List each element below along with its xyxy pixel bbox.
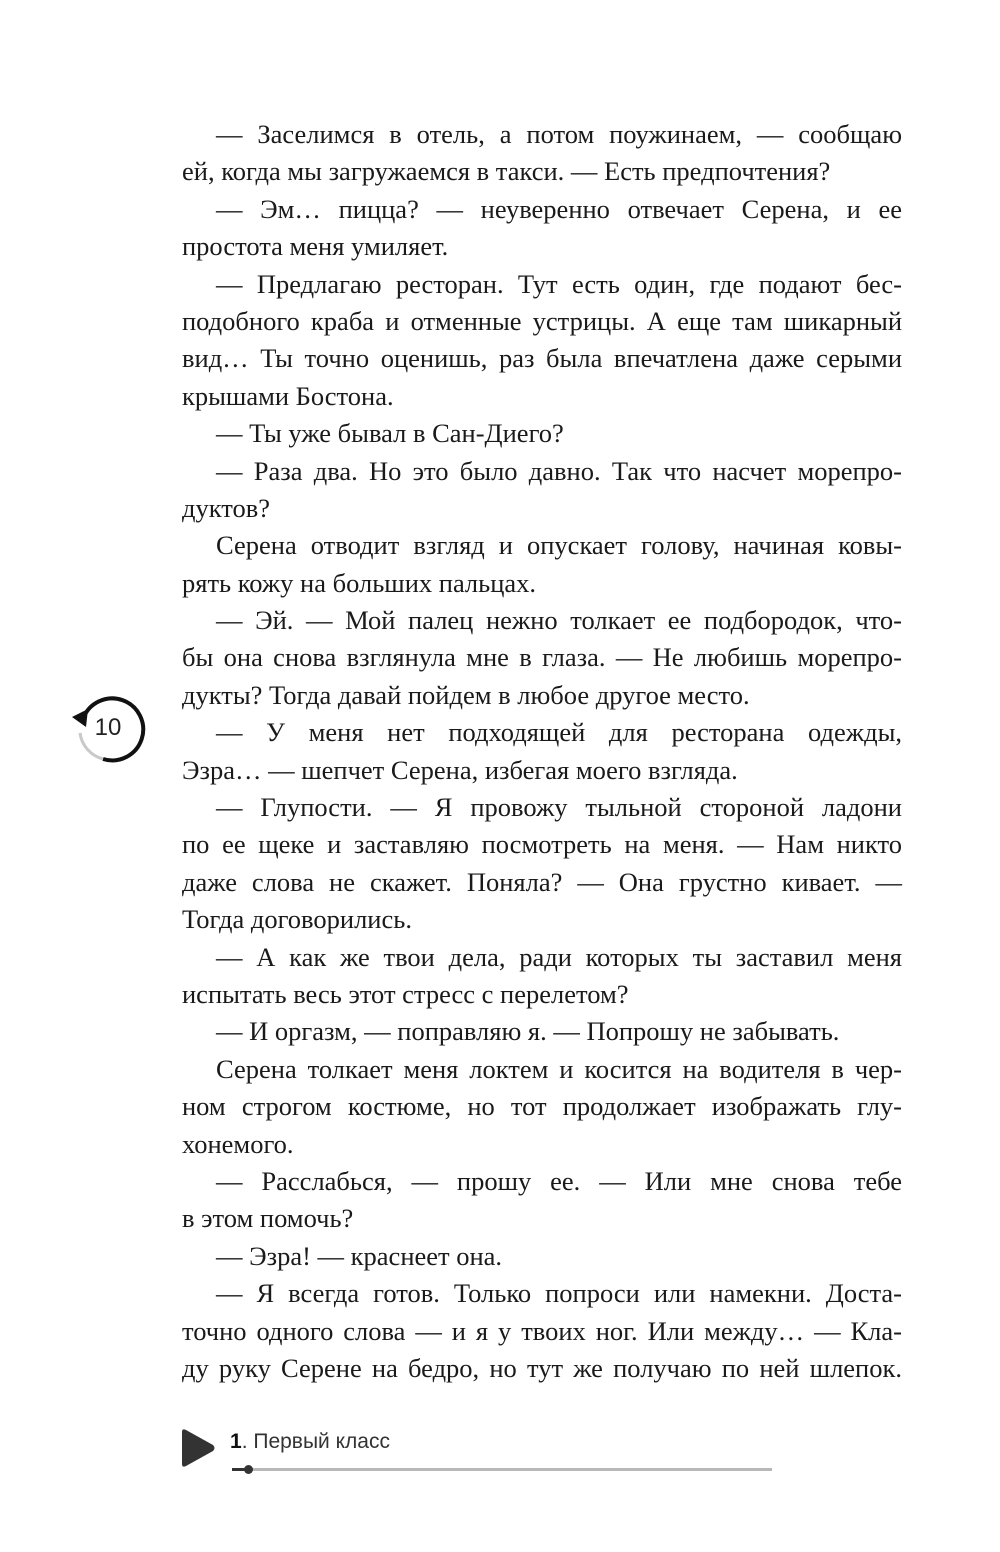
text-line: — Ты уже бывал в Сан-Диего? (216, 418, 564, 449)
text-line: — Заселимся в отель, а потом поужинаем, — сообщаю (216, 119, 902, 149)
text-line: бы она снова взглянула мне в глаза. — Не любишь морепро- (182, 642, 902, 673)
text-line: — Предлагаю ресторан. Тут есть один, где подают бес- (216, 268, 902, 299)
text-line: дукты? Тогда давай пойдем в любое другое место. (182, 679, 750, 710)
text-line: по ее щеке и заставляю посмотреть на меня. — Нам никто (182, 829, 902, 860)
text-line: дуктов? (182, 492, 271, 523)
text-line: — Я всегда готов. Только попроси или намекни. Доста- (216, 1278, 902, 1309)
text-line: ду руку Серене на бедро, но тут же получаю по ней шлепок. (182, 1352, 902, 1383)
page-number-badge (70, 695, 146, 771)
text-line: — Глупости. — Я провожу тыльной стороной ладони (216, 792, 902, 823)
text-line: ном строгом костюме, но тот продолжает изображать глу- (182, 1091, 902, 1122)
text-line: — Раза два. Но это было давно. Так что насчет морепро- (216, 455, 902, 486)
chapter-label (230, 1430, 390, 1454)
text-line: — А как же твои дела, ради которых ты заставил меня (216, 941, 902, 972)
chapter-number: 1 (230, 1430, 242, 1453)
page-number: 10 (94, 714, 122, 741)
text-line: подобного краба и отменные устрицы. А еще там шикарный (182, 305, 902, 336)
chapter-bar[interactable] (180, 1424, 780, 1474)
text-line: — У меня нет подходящей для ресторана одежды, (216, 717, 902, 748)
text-line: вид… Ты точно оценишь, раз была впечатлена даже серыми (182, 343, 902, 374)
text-line: даже слова не скажет. Поняла? — Она грустно кивает. — (182, 866, 902, 897)
text-line: — Эзра! — краснеет она. (216, 1240, 503, 1271)
page-text (182, 116, 902, 1387)
chapter-separator: . (241, 1430, 254, 1453)
play-icon[interactable] (180, 1428, 216, 1468)
text-line: Тогда договорились. (182, 904, 412, 935)
chapter-progress-track[interactable] (232, 1468, 772, 1471)
text-line: испытать весь этот стресс с перелетом? (182, 978, 629, 1009)
text-line: ей, когда мы загружаемся в такси. — Есть предпочтения? (182, 156, 831, 187)
text-line: — И оргазм, — поправляю я. — Попрошу не забывать. (216, 1016, 840, 1047)
text-line: простота меня умиляет. (182, 231, 449, 262)
text-line: Серена отводит взгляд и опускает голову, начиная ковы- (216, 530, 902, 561)
text-line: в этом помочь? (182, 1203, 354, 1234)
text-line: рять кожу на больших пальцах. (182, 567, 537, 598)
text-line: Серена толкает меня локтем и косится на водителя в чер- (216, 1053, 902, 1084)
text-line: точно одного слова — и я у твоих ног. Или между… — Кла- (182, 1315, 902, 1346)
text-line: хонемого. (182, 1128, 294, 1159)
text-line: — Эй. — Мой палец нежно толкает ее подбородок, что- (216, 605, 902, 636)
text-line: — Расслабься, — прошу ее. — Или мне снова тебе (216, 1165, 902, 1196)
chapter-title: Первый класс (253, 1430, 390, 1453)
text-line: — Эм… пицца? — неуверенно отвечает Серена, и ее (216, 193, 902, 224)
text-line: Эзра… — шепчет Серена, избегая моего взгляда. (182, 754, 738, 785)
chapter-progress-handle[interactable] (244, 1465, 253, 1474)
text-line: крышами Бостона. (182, 380, 394, 411)
